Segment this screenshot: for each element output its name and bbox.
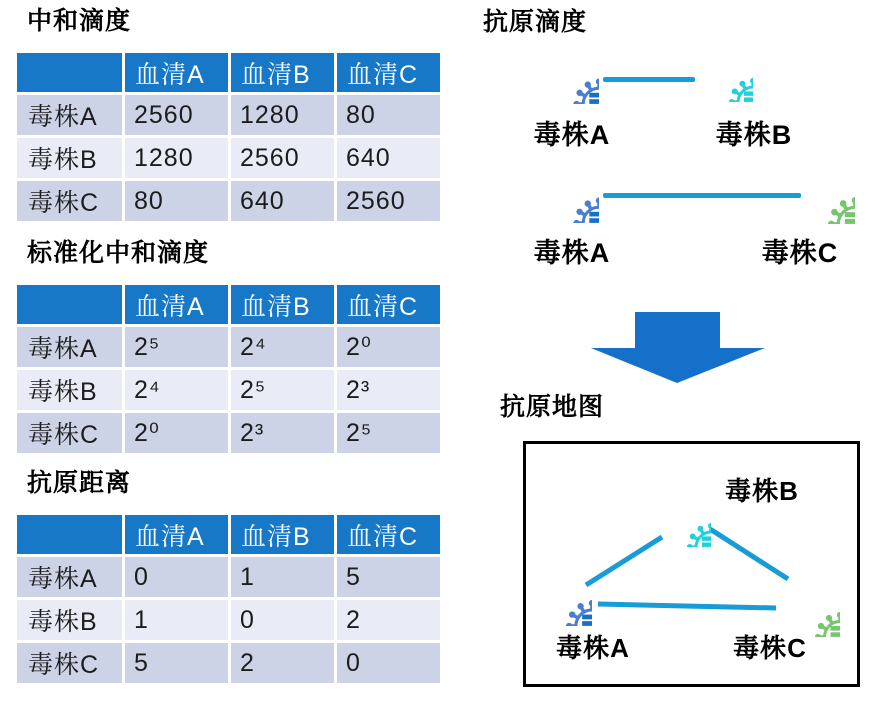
cell-value: 640 — [231, 181, 334, 221]
row-label: 毒株A — [17, 557, 122, 597]
virus-icon-strain-a — [546, 51, 599, 104]
table-row — [17, 327, 440, 367]
section-title: 标准化中和滴度 — [27, 239, 210, 267]
cell-value: 2⁰ — [125, 413, 228, 453]
cell-value: 2560 — [337, 181, 440, 221]
antigen-map-title: 抗原地图 — [500, 393, 605, 421]
table-row — [17, 557, 440, 597]
neutralization-titer-table — [14, 50, 443, 224]
pair2-left-label: 毒株A — [533, 238, 611, 268]
column-header — [17, 515, 122, 554]
table-row — [17, 95, 440, 135]
map-label-strain-b: 毒株B — [725, 476, 799, 506]
table-header-row — [17, 53, 440, 92]
virus-icon-strain-c — [799, 168, 855, 224]
titer-line-a-c — [603, 193, 801, 198]
down-arrow-icon — [588, 310, 768, 385]
normalized-titer-table — [14, 282, 443, 456]
cell-value: 5 — [337, 557, 440, 597]
row-label: 毒株B — [17, 138, 122, 178]
column-header: 血清B — [231, 515, 334, 554]
cell-value: 2 — [231, 643, 334, 683]
antigenic-map-box — [523, 441, 860, 687]
table-header-row — [17, 285, 440, 324]
table-row — [17, 643, 440, 683]
column-header: 血清A — [125, 515, 228, 554]
cell-value: 640 — [337, 138, 440, 178]
pair1-right-label: 毒株B — [715, 120, 793, 150]
map-label-strain-c: 毒株C — [733, 633, 807, 663]
table-row — [17, 600, 440, 640]
column-header — [17, 53, 122, 92]
section-normalized-titer — [14, 236, 443, 456]
virus-icon-strain-b — [703, 52, 753, 102]
cell-value: 2⁵ — [337, 413, 440, 453]
pair2-right-label: 毒株C — [761, 238, 839, 268]
cell-value: 2⁴ — [231, 327, 334, 367]
table-header-row — [17, 515, 440, 554]
column-header: 血清A — [125, 53, 228, 92]
section-title: 抗原距离 — [27, 469, 132, 497]
row-label: 毒株C — [17, 643, 122, 683]
virus-icon-strain-a — [546, 170, 599, 223]
map-line-b-c — [710, 529, 788, 579]
column-header: 血清B — [231, 285, 334, 324]
cell-value: 2³ — [231, 413, 334, 453]
map-label-strain-a: 毒株A — [556, 633, 630, 663]
row-label: 毒株A — [17, 327, 122, 367]
antigenic-distance-table — [14, 512, 443, 686]
column-header: 血清B — [231, 53, 334, 92]
column-header: 血清C — [337, 285, 440, 324]
row-label: 毒株B — [17, 600, 122, 640]
cell-value: 0 — [231, 600, 334, 640]
column-header: 血清A — [125, 285, 228, 324]
cell-value: 1280 — [231, 95, 334, 135]
row-label: 毒株C — [17, 413, 122, 453]
cell-value: 2⁵ — [231, 370, 334, 410]
table-row — [17, 138, 440, 178]
section-title: 中和滴度 — [27, 7, 132, 35]
row-label: 毒株C — [17, 181, 122, 221]
table-row — [17, 413, 440, 453]
virus-icon-strain-a — [538, 572, 592, 626]
section-antigenic-distance — [14, 466, 443, 686]
table-row — [17, 181, 440, 221]
section-neutralization-titer — [14, 4, 443, 224]
antigen-titer-title: 抗原滴度 — [483, 8, 588, 36]
row-label: 毒株B — [17, 370, 122, 410]
cell-value: 2⁰ — [337, 327, 440, 367]
column-header: 血清C — [337, 53, 440, 92]
cell-value: 2³ — [337, 370, 440, 410]
row-label: 毒株A — [17, 95, 122, 135]
cell-value: 0 — [125, 557, 228, 597]
map-line-a-b — [586, 537, 662, 585]
table-row — [17, 370, 440, 410]
cell-value: 2560 — [125, 95, 228, 135]
cell-value: 1 — [125, 600, 228, 640]
pair1-left-label: 毒株A — [533, 120, 611, 150]
cell-value: 1 — [231, 557, 334, 597]
cell-value: 80 — [125, 181, 228, 221]
cell-value: 2 — [337, 600, 440, 640]
cell-value: 5 — [125, 643, 228, 683]
titer-line-a-b — [603, 77, 695, 82]
cell-value: 2⁴ — [125, 370, 228, 410]
map-line-a-c — [598, 604, 776, 608]
cell-value: 80 — [337, 95, 440, 135]
cell-value: 2⁵ — [125, 327, 228, 367]
cell-value: 1280 — [125, 138, 228, 178]
cell-value: 0 — [337, 643, 440, 683]
column-header: 血清C — [337, 515, 440, 554]
column-header — [17, 285, 122, 324]
cell-value: 2560 — [231, 138, 334, 178]
